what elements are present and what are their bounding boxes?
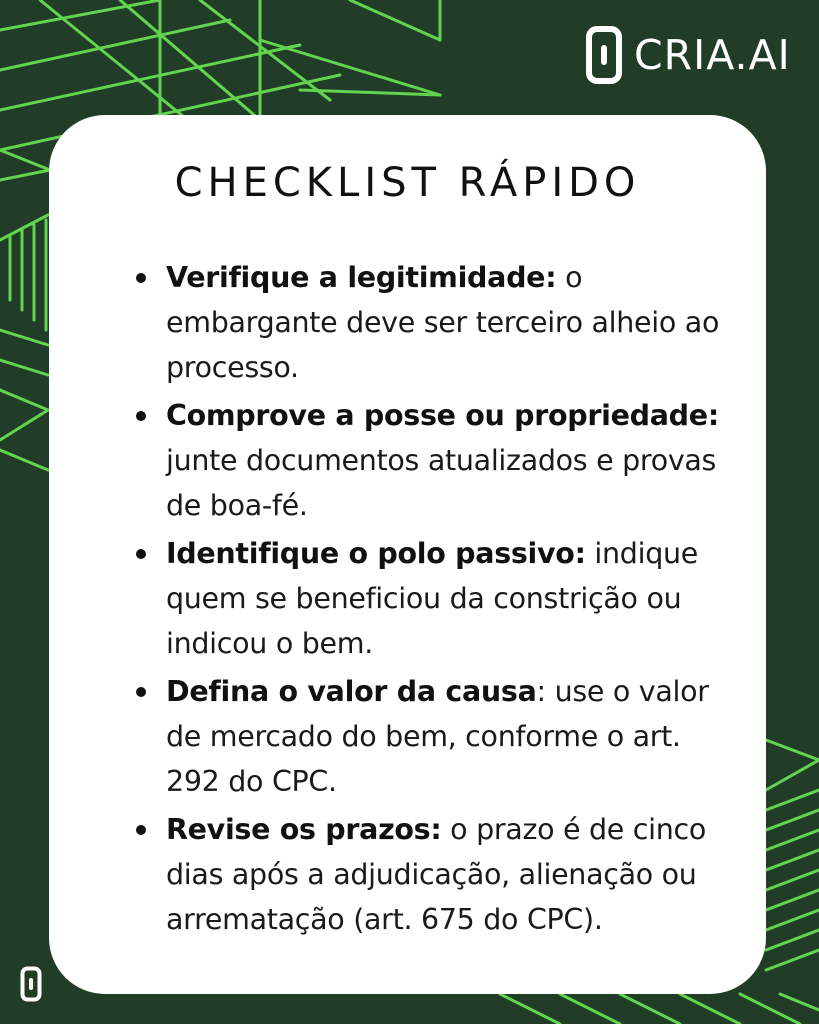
list-item <box>166 393 726 528</box>
bullet-icon <box>136 273 146 283</box>
bullet-icon <box>136 411 146 421</box>
bullet-icon <box>136 549 146 559</box>
bullet-icon <box>136 687 146 697</box>
bullet-icon <box>136 825 146 835</box>
cria-ai-logo-icon <box>586 26 622 84</box>
cria-ai-small-logo-icon <box>20 966 42 1002</box>
item-lead: Revise os prazos: <box>166 813 442 846</box>
item-lead: Comprove a posse ou propriedade: <box>166 399 719 432</box>
item-text: : use o valor de mercado do bem, conforme o art. 292 do CPC. <box>166 675 709 798</box>
card-title-wrap <box>49 160 766 206</box>
list-item <box>166 669 726 804</box>
item-lead: Defina o valor da causa <box>166 675 537 708</box>
item-lead: Verifique a legitimidade: <box>166 261 557 294</box>
checklist-card <box>49 115 766 994</box>
list-item <box>166 255 726 390</box>
item-lead: Identifique o polo passivo: <box>166 537 586 570</box>
list-item <box>166 531 726 666</box>
item-text: indique quem se beneficiou da constrição ou indicou o bem. <box>166 537 699 660</box>
list-item <box>166 807 726 942</box>
item-text: o prazo é de cinco dias após a adjudicação, alienação ou arrematação (art. 675 do CPC). <box>166 813 707 936</box>
card-title: CHECKLIST RÁPIDO <box>174 160 641 206</box>
item-text: o embargante deve ser terceiro alheio ao processo. <box>166 261 720 384</box>
brand-logo <box>586 26 791 84</box>
brand-name: CRIA.AI <box>634 31 791 79</box>
item-text: junte documentos atualizados e provas de boa-fé. <box>166 444 717 522</box>
checklist <box>166 255 726 945</box>
